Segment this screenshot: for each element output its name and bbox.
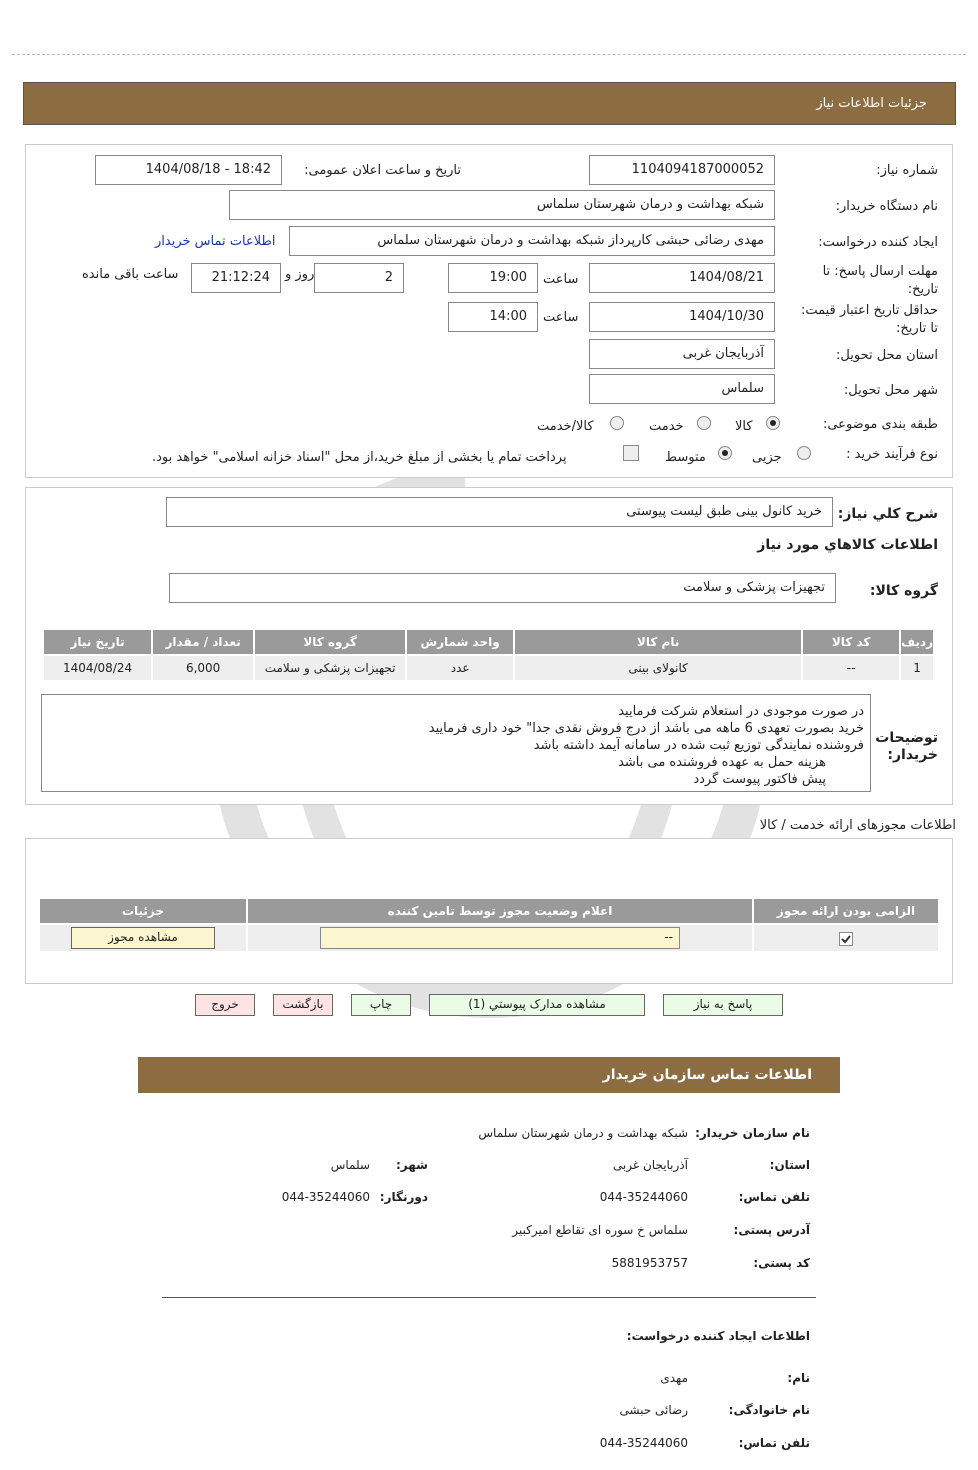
deadline-date-field: 1404/08/21 [589,263,775,293]
contact-phone-value: 044-35244060 [599,1190,688,1204]
goods-table [42,628,935,682]
validity-date-field: 1404/10/30 [589,302,775,332]
category-goods-radio-icon[interactable] [766,416,780,430]
deadline-time-field: 19:00 [448,263,538,293]
back-button[interactable]: بازگشت [273,994,333,1016]
contact-postal-label: کد پستی: [753,1256,810,1270]
license-required-checkbox-icon [839,932,853,946]
col-name-header: نام کالا [514,629,802,655]
org-value: شبکه بهداشت و درمان شهرستان سلماس [478,1126,688,1140]
org-label: نام سازمان خریدار: [695,1126,810,1140]
buyer-field: شبکه بهداشت و درمان شهرستان سلماس [229,190,775,220]
page-title: جزئیات اطلاعات نیاز [816,96,927,111]
licenses-title: اطلاعات مجوزهای ارائه خدمت / کالا [759,818,956,833]
contact-postal-value: 5881953757 [611,1256,688,1270]
validity-label [801,302,938,338]
contact-province-value: آذربایجان غربی [612,1158,688,1172]
status-cell [247,924,753,952]
required-cell [753,924,939,952]
creator-last-name-value: رضائی حبشی [619,1403,688,1417]
note-line: هزینه حمل به عهده فروشنده می باشد [618,755,826,770]
deadline-label-line1: مهلت ارسال پاسخ: تا [822,264,938,279]
remaining-label: ساعت باقی مانده [82,267,179,282]
validity-label-line2: تا تاریخ: [896,321,938,336]
contact-city-value: سلماس [330,1158,370,1172]
contact-fax-value: 044-35244060 [281,1190,370,1204]
cell-row: 1 [900,655,934,681]
deadline-label-line2: تاریخ: [907,282,938,297]
category-label: طبقه بندی موضوعی: [822,417,938,432]
contact-divider [162,1297,816,1298]
licenses-table-header [39,898,939,924]
cell-qty: 6,000 [152,655,254,681]
category-service-label: خدمت [649,419,684,434]
treasury-payment-checkbox-icon[interactable] [623,445,639,461]
creator-info-title: اطلاعات ایجاد کننده درخواست: [626,1329,810,1343]
city-label: شهر محل تحویل: [843,383,938,398]
contact-province-label: استان: [769,1158,810,1172]
days-label: روز و [285,267,315,282]
process-medium-label: متوسط [665,450,706,465]
details-cell [39,924,247,952]
buyer-notes-label-line2: خریدار: [887,747,938,763]
goods-group-field: تجهیزات پزشکی و سلامت [169,573,836,603]
buyer-contact-link[interactable]: اطلاعات تماس خریدار [155,234,276,249]
note-line: فروشنده نمایندگی توزیع ثبت شده در سامانه آیمد داشته باشد [533,738,864,753]
validity-time-field: 14:00 [448,302,538,332]
col-details-header: جزئیات [39,898,247,924]
process-minor-radio-icon[interactable] [797,446,811,460]
reply-button[interactable]: پاسخ به نیاز [663,994,783,1016]
announce-field: 1404/08/18 - 18:42 [95,155,282,185]
validity-label-line1: حداقل تاریخ اعتبار قیمت: [800,303,938,318]
need-number-field: 1104094187000052 [589,155,775,185]
province-label: استان محل تحویل: [836,348,938,363]
goods-info-title: اطلاعات کالاهاي مورد نياز [757,537,938,553]
summary-field: خرید کانول بینی طبق لیست پیوستی [166,497,833,527]
contact-address-label: آدرس پستی: [733,1223,810,1237]
cell-date: 1404/08/24 [43,655,152,681]
cell-code: -- [802,655,900,681]
days-field: 2 [314,263,404,293]
licenses-table [38,897,940,953]
note-line: خرید بصورت تعهدی 6 ماهه می باشد از درج فروش نقدی جدا" خود داری فرمایید [428,721,864,736]
creator-last-name-label: نام خانوادگی: [728,1403,810,1417]
creator-label: ایجاد کننده درخواست: [818,235,938,250]
print-button[interactable]: چاپ [351,994,411,1016]
contact-title: اطلاعات تماس سازمان خریدار [602,1067,812,1083]
creator-phone-label: تلفن تماس: [738,1436,810,1450]
top-divider [12,54,966,55]
col-row-header: رديف [900,629,934,655]
creator-field: مهدی رضائی حبشی کارپرداز شبکه بهداشت و درمان شهرستان سلماس [289,226,775,256]
province-field: آذربایجان غربی [589,339,775,369]
col-qty-header: تعداد / مقدار [152,629,254,655]
city-field: سلماس [589,374,775,404]
view-license-button[interactable]: مشاهده مجوز [71,927,215,949]
contact-phone-label: تلفن تماس: [738,1190,810,1204]
remaining-time-field: 21:12:24 [191,263,281,293]
process-label: نوع فرآیند خرید : [846,447,938,462]
contact-fax-label: دورنگار: [379,1190,428,1204]
col-date-header: تاریخ نیاز [43,629,152,655]
table-row [43,655,934,681]
buyer-notes-label [875,730,938,764]
note-line: پیش فاکتور پیوست گردد [693,772,826,787]
need-number-label: شماره نیاز: [876,163,938,178]
cell-group: تجهیزات پزشکی و سلامت [254,655,406,681]
col-status-header: اعلام وضعیت مجوز توسط تامین کننده [247,898,753,924]
creator-phone-value: 044-35244060 [599,1436,688,1450]
deadline-label [823,263,938,299]
announce-label: تاریخ و ساعت اعلان عمومی: [304,163,461,178]
col-required-header: الزامی بودن ارائه مجوز [753,898,939,924]
buyer-notes-label-line1: توضیحات [875,730,938,746]
buyer-label: نام دستگاه خریدار: [835,199,938,214]
process-medium-radio-icon[interactable] [718,446,732,460]
cell-name: کانولای بینی [514,655,802,681]
cell-unit: عدد [406,655,514,681]
contact-address-value: سلماس خ سوره ای تقاطع امیرکبیر [512,1223,688,1237]
buyer-notes-box [41,694,871,792]
exit-button[interactable]: خروج [195,994,255,1016]
deadline-time-label: ساعت [543,272,579,287]
col-unit-header: واحد شمارش [406,629,514,655]
col-group-header: گروه کالا [254,629,406,655]
category-goods-service-radio-icon[interactable] [610,416,624,430]
creator-first-name-label: نام: [787,1371,810,1385]
category-goods-label: کالا [735,419,753,434]
note-line: در صورت موجودی در استعلام شرکت فرمایید [618,704,864,719]
goods-group-label: گروه کالا: [869,583,938,599]
creator-first-name-value: مهدی [660,1371,688,1385]
process-minor-label: جزیی [752,450,782,465]
goods-table-header [43,629,934,655]
col-code-header: کد کالا [802,629,900,655]
contact-header [138,1057,840,1093]
license-status-input[interactable]: -- [320,927,680,949]
validity-time-label: ساعت [543,310,579,325]
summary-label: شرح کلي نياز: [837,506,938,522]
contact-city-label: شهر: [396,1158,428,1172]
category-goods-service-label: کالا/خدمت [537,419,594,434]
treasury-payment-text: پرداخت تمام یا بخشی از مبلغ خرید،از محل "اسناد خزانه اسلامی" خواهد بود. [152,450,567,465]
table-row [39,924,939,952]
page-header [23,82,956,125]
category-service-radio-icon[interactable] [697,416,711,430]
attachments-button[interactable]: مشاهده مدارک پیوستي (1) [429,994,645,1016]
